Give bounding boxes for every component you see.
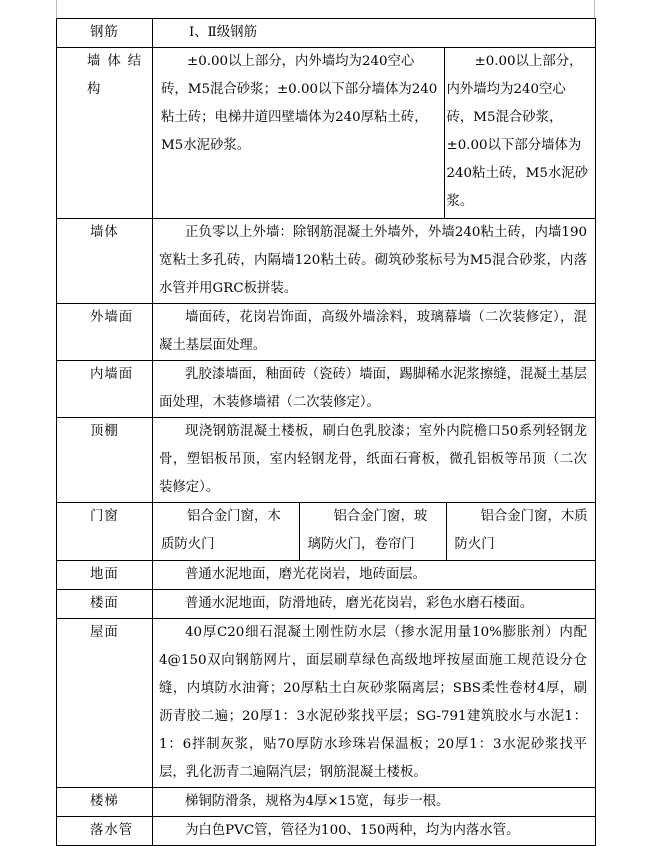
table-row-roof [57, 619, 596, 788]
row-content: 正负零以上外墙：除钢筋混凝土外墙外，外墙240粘土砖，内墙190宽粘土多孔砖，内隔墙120粘土砖。砌筑砂浆标号为M5混合砂浆，内落水管并用GRC板拼装。 [153, 219, 596, 304]
sub-cell-left: ±0.00以上部分，内外墙均为240空心砖，M5混合砂浆；±0.00以下部分墙体为240粘土砖；电梯井道四壁墙体为240厚粘土砖，M5水泥砂浆。 [161, 54, 438, 153]
row-label: 钢筋 [57, 19, 153, 48]
split-cells [153, 48, 596, 218]
table-row-stairs [57, 788, 596, 817]
row-label: 屋面 [57, 619, 153, 788]
row-label: 墙体 [57, 219, 153, 304]
row-label: 顶棚 [57, 418, 153, 503]
margin-mark-left [56, 0, 57, 18]
construction-spec-table [56, 18, 596, 846]
row-label: 外墙面 [57, 304, 153, 361]
row-content: 普通水泥地面，防滑地砖，磨光花岗岩，彩色水磨石楼面。 [153, 590, 596, 619]
row-content: 为白色PVC管，管径为100、150两种，均为内落水管。 [153, 817, 596, 846]
table-row-exterior-wall [57, 304, 596, 361]
row-label: 楼梯 [57, 788, 153, 817]
row-content: 40厚C20细石混凝土刚性防水层（掺水泥用量10%膨胀剂）内配 4@150双向钢筋网片，面层刷草绿色高级地坪按屋面施工规范设分仓缝，内填防水油膏；20厚粘土白灰砂浆隔离层；SBS柔性卷材4厚，刷沥青胶二遍；20厚1：3水泥砂浆找平层；SG-791建筑胶水与水泥1：1：6拌制灰浆，贴70厚防水珍珠岩保温板；20厚1：3水泥砂浆找平层，乳化沥青二遍隔汽层；钢筋混凝土楼板。 [153, 619, 596, 788]
table-row-interior-wall [57, 361, 596, 418]
row-content: 梯铜防滑条，规格为4厚×15宽，每步一根。 [153, 788, 596, 817]
table-row-downpipe [57, 817, 596, 846]
table-row-doors-windows [57, 503, 596, 561]
row-content: 现浇钢筋混凝土楼板，刷白色乳胶漆；室外内院檐口50系列轻钢龙骨，塑铝板吊顶，室内轻钢龙骨，纸面石膏板，微孔铝板等吊顶（二次装修定）。 [153, 418, 596, 503]
row-content: Ⅰ、Ⅱ级钢筋 [153, 19, 596, 48]
row-label: 门窗 [57, 503, 153, 561]
row-label: 墙体结构 [57, 48, 153, 219]
sub-cell-2: 铝合金门窗，玻璃防火门，卷帘门 [299, 503, 446, 560]
row-content: 普通水泥地面，磨光花岗岩，地砖面层。 [153, 561, 596, 590]
table-row-wall-structure [57, 48, 596, 219]
row-label: 内墙面 [57, 361, 153, 418]
table-row-ground [57, 561, 596, 590]
row-label: 地面 [57, 561, 153, 590]
table-row-ceiling [57, 418, 596, 503]
sub-cell-1: 铝合金门窗，木质防火门 [161, 509, 281, 552]
margin-mark-right [594, 0, 595, 18]
sub-cell-3: 铝合金门窗，木质防火门 [446, 503, 596, 560]
row-label: 落水管 [57, 817, 153, 846]
table-row-floor [57, 590, 596, 619]
split-cells [153, 503, 596, 560]
row-content: 墙面砖，花岗岩饰面，高级外墙涂料，玻璃幕墙（二次装修定），混凝土基层面处理。 [153, 304, 596, 361]
row-content: 乳胶漆墙面，釉面砖（瓷砖）墙面，踢脚稀水泥浆擦缝，混凝土基层面处理，木装修墙裙（二次装修定）。 [153, 361, 596, 418]
table-row-steel [57, 19, 596, 48]
table-row-wall [57, 219, 596, 304]
sub-cell-right: ±0.00以上部分，内外墙均为240空心砖，M5混合砂浆，±0.00以下部分墙体为240粘土砖，M5水泥砂浆。 [444, 48, 596, 218]
row-label: 楼面 [57, 590, 153, 619]
row-content-split [153, 503, 596, 561]
row-content-split [153, 48, 596, 219]
